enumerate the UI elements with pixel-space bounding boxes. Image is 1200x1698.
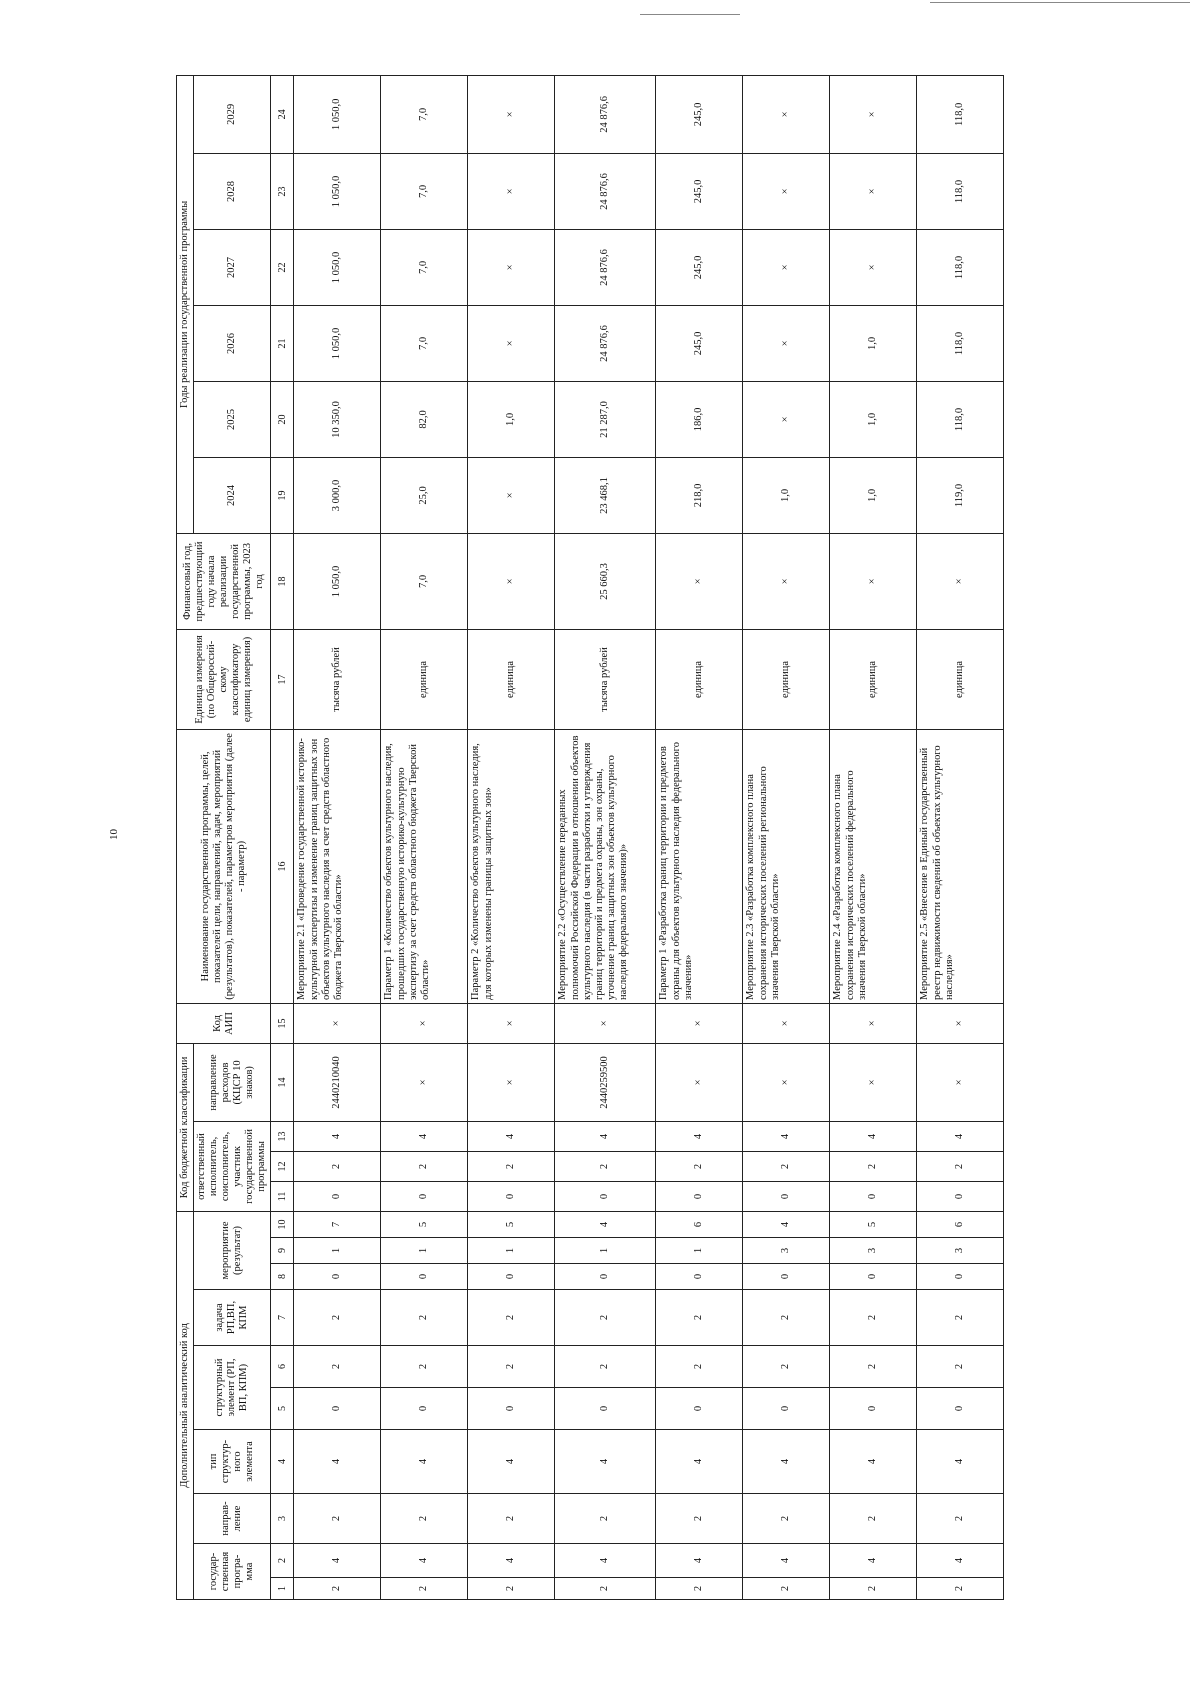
scan-artifact-line: [930, 2, 1190, 3]
code-cell: 4: [468, 1430, 555, 1494]
code-cell: 2: [555, 1494, 656, 1544]
column-number: 19: [271, 457, 294, 533]
year-value-2027: ×: [830, 229, 917, 305]
code-cell: 2: [743, 1346, 830, 1388]
item-name-cell: Мероприятие 2.1 «Проведение государственной историко-культурной экспертизы и изменение границ защитных зон объектов культурного наследия за счет средств областного бюджета Тверской области»: [294, 729, 381, 1003]
year-value-2028: ×: [830, 153, 917, 229]
column-number: 21: [271, 305, 294, 381]
table-row: [830, 75, 917, 1599]
code-cell: 2: [381, 1346, 468, 1388]
code-cell: 2: [468, 1494, 555, 1544]
header-years: Годы реализации государственной программы: [177, 75, 194, 533]
code-cell: 2: [294, 1346, 381, 1388]
code-cell: 4: [656, 1544, 743, 1578]
column-number: 2: [271, 1544, 294, 1578]
code-cell: 4: [917, 1544, 1004, 1578]
aip-code-cell: ×: [830, 1003, 917, 1043]
code-cell: 0: [555, 1181, 656, 1211]
code-cell: 4: [381, 1121, 468, 1151]
table-row: [917, 75, 1004, 1599]
code-cell: 2: [381, 1578, 468, 1600]
code-cell: 2: [830, 1290, 917, 1346]
year-value-2025: 118,0: [917, 381, 1004, 457]
code-cell: 2: [830, 1578, 917, 1600]
year-value-2029: 1 050,0: [294, 75, 381, 153]
code-cell: 0: [381, 1388, 468, 1430]
code-cell: 2: [743, 1151, 830, 1181]
year-value-2028: 118,0: [917, 153, 1004, 229]
year-value-2024: 119,0: [917, 457, 1004, 533]
code-cell: 2: [656, 1151, 743, 1181]
header-year-2028: 2028: [194, 153, 271, 229]
code-cell: 0: [830, 1388, 917, 1430]
code-cell: 2: [468, 1151, 555, 1181]
year-value-2027: ×: [743, 229, 830, 305]
code-cell: 6: [656, 1211, 743, 1237]
expense-direction-cell: 2440210040: [294, 1043, 381, 1121]
expense-direction-cell: ×: [917, 1043, 1004, 1121]
code-cell: 0: [555, 1264, 656, 1290]
aip-code-cell: ×: [917, 1003, 1004, 1043]
code-cell: 0: [743, 1388, 830, 1430]
year-value-2024: 23 468,1: [555, 457, 656, 533]
year-value-2025: 82,0: [381, 381, 468, 457]
code-cell: 2: [743, 1290, 830, 1346]
column-number: 23: [271, 153, 294, 229]
code-cell: 4: [555, 1430, 656, 1494]
column-number: 1: [271, 1578, 294, 1600]
code-cell: 1: [555, 1238, 656, 1264]
header-event: мероприятие (результат): [194, 1211, 271, 1289]
year-value-2027: ×: [468, 229, 555, 305]
code-cell: 4: [294, 1121, 381, 1151]
year-value-2028: ×: [468, 153, 555, 229]
code-cell: 4: [468, 1121, 555, 1151]
year-value-2028: 7,0: [381, 153, 468, 229]
code-cell: 2: [468, 1346, 555, 1388]
code-cell: 2: [294, 1578, 381, 1600]
year-value-2025: 186,0: [656, 381, 743, 457]
code-cell: 5: [381, 1211, 468, 1237]
code-cell: 0: [294, 1388, 381, 1430]
table-row: [468, 75, 555, 1599]
year-value-2029: 24 876,6: [555, 75, 656, 153]
year-value-2025: 1,0: [468, 381, 555, 457]
code-cell: 4: [743, 1121, 830, 1151]
year-value-2024: 25,0: [381, 457, 468, 533]
code-cell: 2: [294, 1151, 381, 1181]
year-value-2028: 24 876,6: [555, 153, 656, 229]
year-value-2028: 245,0: [656, 153, 743, 229]
header-expense-direction: направление расходов (КЦСР 10 знаков): [194, 1043, 271, 1121]
code-cell: 4: [917, 1430, 1004, 1494]
year-value-2025: 10 350,0: [294, 381, 381, 457]
year-value-2029: 7,0: [381, 75, 468, 153]
code-cell: 5: [468, 1211, 555, 1237]
page-number: 10: [108, 829, 120, 840]
column-number: 15: [271, 1003, 294, 1043]
code-cell: 7: [294, 1211, 381, 1237]
header-year-2025: 2025: [194, 381, 271, 457]
year-value-2025: 21 287,0: [555, 381, 656, 457]
column-number: 16: [271, 729, 294, 1003]
year-value-2029: ×: [830, 75, 917, 153]
code-cell: 0: [468, 1181, 555, 1211]
code-cell: 2: [656, 1578, 743, 1600]
code-cell: 0: [917, 1388, 1004, 1430]
year-value-2026: 24 876,6: [555, 305, 656, 381]
code-cell: 2: [917, 1494, 1004, 1544]
aip-code-cell: ×: [743, 1003, 830, 1043]
aip-code-cell: ×: [656, 1003, 743, 1043]
column-number: 3: [271, 1494, 294, 1544]
year-value-2027: 118,0: [917, 229, 1004, 305]
column-number: 12: [271, 1151, 294, 1181]
code-cell: 4: [381, 1430, 468, 1494]
code-cell: 1: [656, 1238, 743, 1264]
fin-year-value: ×: [743, 533, 830, 629]
header-budget-code: Код бюджетной классификации: [177, 1043, 194, 1211]
code-cell: 2: [656, 1494, 743, 1544]
column-number: 13: [271, 1121, 294, 1151]
code-cell: 0: [743, 1264, 830, 1290]
header-struct-element: структурный элемент (РП, ВП, КПМ): [194, 1346, 271, 1430]
code-cell: 2: [294, 1290, 381, 1346]
year-value-2029: 245,0: [656, 75, 743, 153]
aip-code-cell: ×: [555, 1003, 656, 1043]
unit-cell: тысяча рублей: [294, 629, 381, 729]
aip-code-cell: ×: [468, 1003, 555, 1043]
fin-year-value: ×: [468, 533, 555, 629]
fin-year-value: ×: [656, 533, 743, 629]
code-cell: 4: [743, 1544, 830, 1578]
code-cell: 2: [468, 1578, 555, 1600]
fin-year-value: ×: [917, 533, 1004, 629]
code-cell: 0: [381, 1181, 468, 1211]
year-value-2029: ×: [468, 75, 555, 153]
expense-direction-cell: ×: [743, 1043, 830, 1121]
code-cell: 1: [468, 1238, 555, 1264]
code-cell: 2: [917, 1151, 1004, 1181]
code-cell: 2: [555, 1578, 656, 1600]
column-number: 10: [271, 1211, 294, 1237]
code-cell: 0: [294, 1264, 381, 1290]
code-cell: 0: [656, 1181, 743, 1211]
year-value-2025: 1,0: [830, 381, 917, 457]
code-cell: 2: [555, 1290, 656, 1346]
code-cell: 0: [743, 1181, 830, 1211]
code-cell: 2: [917, 1346, 1004, 1388]
header-task: задача РП,ВП, КПМ: [194, 1290, 271, 1346]
aip-code-cell: ×: [381, 1003, 468, 1043]
header-direction: направ-ление: [194, 1494, 271, 1544]
year-value-2026: ×: [468, 305, 555, 381]
code-cell: 4: [294, 1430, 381, 1494]
unit-cell: единица: [468, 629, 555, 729]
code-cell: 4: [555, 1211, 656, 1237]
unit-cell: единица: [743, 629, 830, 729]
column-number: 17: [271, 629, 294, 729]
unit-cell: единица: [917, 629, 1004, 729]
code-cell: 0: [830, 1181, 917, 1211]
column-number: 20: [271, 381, 294, 457]
header-additional-code: Дополнительный аналитический код: [177, 1211, 194, 1599]
column-number: 6: [271, 1346, 294, 1388]
code-cell: 2: [294, 1494, 381, 1544]
code-cell: 0: [656, 1388, 743, 1430]
code-cell: 0: [468, 1388, 555, 1430]
column-number: 11: [271, 1181, 294, 1211]
expense-direction-cell: ×: [381, 1043, 468, 1121]
code-cell: 4: [830, 1430, 917, 1494]
item-name-cell: Мероприятие 2.3 «Разработка комплексного плана сохранения исторических поселений регионального значения Тверской области»: [743, 729, 830, 1003]
year-value-2029: ×: [743, 75, 830, 153]
year-value-2024: 218,0: [656, 457, 743, 533]
unit-cell: тысяча рублей: [555, 629, 656, 729]
year-value-2027: 245,0: [656, 229, 743, 305]
fin-year-value: 1 050,0: [294, 533, 381, 629]
code-cell: 2: [555, 1346, 656, 1388]
item-name-cell: Мероприятие 2.5 «Внесение в Единый государственный реестр недвижимости сведений об объектах культурного наследия»: [917, 729, 1004, 1003]
code-cell: 2: [830, 1151, 917, 1181]
code-cell: 3: [917, 1238, 1004, 1264]
item-name-cell: Параметр 1 «Количество объектов культурного наследия, прошедших государственную историко-культурную экспертизу за счет средств областного бюджета Тверской области»: [381, 729, 468, 1003]
scan-artifact-line: [640, 14, 740, 15]
code-cell: 2: [468, 1290, 555, 1346]
code-cell: 0: [917, 1181, 1004, 1211]
fin-year-value: ×: [830, 533, 917, 629]
header-year-2029: 2029: [194, 75, 271, 153]
code-cell: 4: [830, 1544, 917, 1578]
code-cell: 1: [381, 1238, 468, 1264]
year-value-2027: 24 876,6: [555, 229, 656, 305]
column-number-row: [271, 75, 294, 1599]
item-name-cell: Параметр 2 «Количество объектов культурного наследия, для которых изменены границы защитных зон»: [468, 729, 555, 1003]
code-cell: 4: [468, 1544, 555, 1578]
year-value-2026: 1,0: [830, 305, 917, 381]
header-name: Наименование государственной программы, целей, показателей цели, направлений, задач, мероприятий (результатов), показателей, параметров мероприятия (далее - параметр): [177, 729, 271, 1003]
year-value-2029: 118,0: [917, 75, 1004, 153]
year-value-2024: 3 000,0: [294, 457, 381, 533]
unit-cell: единица: [830, 629, 917, 729]
year-value-2027: 1 050,0: [294, 229, 381, 305]
header-aip-code: Код АИП: [177, 1003, 271, 1043]
year-value-2024: 1,0: [830, 457, 917, 533]
code-cell: 4: [381, 1544, 468, 1578]
year-value-2026: ×: [743, 305, 830, 381]
header-state-program: государ-ственная програ-мма: [194, 1544, 271, 1600]
code-cell: 4: [656, 1430, 743, 1494]
code-cell: 2: [743, 1578, 830, 1600]
header-struct-type: тип структур-ного элемента: [194, 1430, 271, 1494]
code-cell: 3: [743, 1238, 830, 1264]
year-value-2026: 1 050,0: [294, 305, 381, 381]
table-row: [743, 75, 830, 1599]
year-value-2026: 245,0: [656, 305, 743, 381]
column-number: 18: [271, 533, 294, 629]
header-year-2024: 2024: [194, 457, 271, 533]
code-cell: 2: [917, 1290, 1004, 1346]
program-table: [176, 75, 1004, 1600]
code-cell: 2: [830, 1494, 917, 1544]
year-value-2024: ×: [468, 457, 555, 533]
header-year-2026: 2026: [194, 305, 271, 381]
code-cell: 5: [830, 1211, 917, 1237]
table-row: [555, 75, 656, 1599]
code-cell: 2: [917, 1578, 1004, 1600]
aip-code-cell: ×: [294, 1003, 381, 1043]
code-cell: 0: [656, 1264, 743, 1290]
code-cell: 2: [656, 1346, 743, 1388]
item-name-cell: Параметр 1 «Разработка границ территории и предметов охраны для объектов культурного наследия федерального значения»: [656, 729, 743, 1003]
expense-direction-cell: ×: [830, 1043, 917, 1121]
code-cell: 4: [743, 1430, 830, 1494]
header-year-2027: 2027: [194, 229, 271, 305]
fin-year-value: 7,0: [381, 533, 468, 629]
expense-direction-cell: ×: [656, 1043, 743, 1121]
year-value-2024: 1,0: [743, 457, 830, 533]
code-cell: 4: [656, 1121, 743, 1151]
column-number: 5: [271, 1388, 294, 1430]
column-number: 9: [271, 1238, 294, 1264]
code-cell: 2: [555, 1151, 656, 1181]
code-cell: 2: [830, 1346, 917, 1388]
code-cell: 0: [917, 1264, 1004, 1290]
column-number: 7: [271, 1290, 294, 1346]
code-cell: 4: [917, 1121, 1004, 1151]
code-cell: 4: [555, 1544, 656, 1578]
code-cell: 4: [743, 1211, 830, 1237]
expense-direction-cell: ×: [468, 1043, 555, 1121]
code-cell: 4: [294, 1544, 381, 1578]
year-value-2028: 1 050,0: [294, 153, 381, 229]
code-cell: 2: [743, 1494, 830, 1544]
header-fin-year: Финансовый год, предшествующий году начала реализации государственной программы, 2023 год: [177, 533, 271, 629]
rotated-table-wrapper: [176, 96, 1076, 1600]
column-number: 14: [271, 1043, 294, 1121]
code-cell: 2: [381, 1290, 468, 1346]
fin-year-value: 25 660,3: [555, 533, 656, 629]
item-name-cell: Мероприятие 2.4 «Разработка комплексного плана сохранения исторических поселений федерального значения Тверской области»: [830, 729, 917, 1003]
code-cell: 3: [830, 1238, 917, 1264]
code-cell: 0: [381, 1264, 468, 1290]
code-cell: 2: [656, 1290, 743, 1346]
table-row: [294, 75, 381, 1599]
item-name-cell: Мероприятие 2.2 «Осуществление переданных полномочий Российской Федерации в отношении объектов культурного наследия (в части разработки и утверждения границ территорий и предмета охраны, зон охраны, уточнение границ защитных зон объектов культурного наследия федерального значения)»: [555, 729, 656, 1003]
year-value-2028: ×: [743, 153, 830, 229]
unit-cell: единица: [381, 629, 468, 729]
code-cell: 0: [830, 1264, 917, 1290]
column-number: 24: [271, 75, 294, 153]
column-number: 22: [271, 229, 294, 305]
header-executor: ответственный исполнитель, соисполнитель, участник государственной программы: [194, 1121, 271, 1211]
expense-direction-cell: 2440259500: [555, 1043, 656, 1121]
table-row: [381, 75, 468, 1599]
table-row: [656, 75, 743, 1599]
code-cell: 6: [917, 1211, 1004, 1237]
year-value-2026: 7,0: [381, 305, 468, 381]
code-cell: 0: [294, 1181, 381, 1211]
unit-cell: единица: [656, 629, 743, 729]
header-unit: Единица измерения (по Общероссий-скому классификатору единиц измерения): [177, 629, 271, 729]
code-cell: 2: [381, 1494, 468, 1544]
code-cell: 4: [555, 1121, 656, 1151]
code-cell: 0: [468, 1264, 555, 1290]
code-cell: 4: [830, 1121, 917, 1151]
year-value-2025: ×: [743, 381, 830, 457]
year-value-2026: 118,0: [917, 305, 1004, 381]
code-cell: 2: [381, 1151, 468, 1181]
column-number: 8: [271, 1264, 294, 1290]
year-value-2027: 7,0: [381, 229, 468, 305]
code-cell: 1: [294, 1238, 381, 1264]
column-number: 4: [271, 1430, 294, 1494]
code-cell: 0: [555, 1388, 656, 1430]
